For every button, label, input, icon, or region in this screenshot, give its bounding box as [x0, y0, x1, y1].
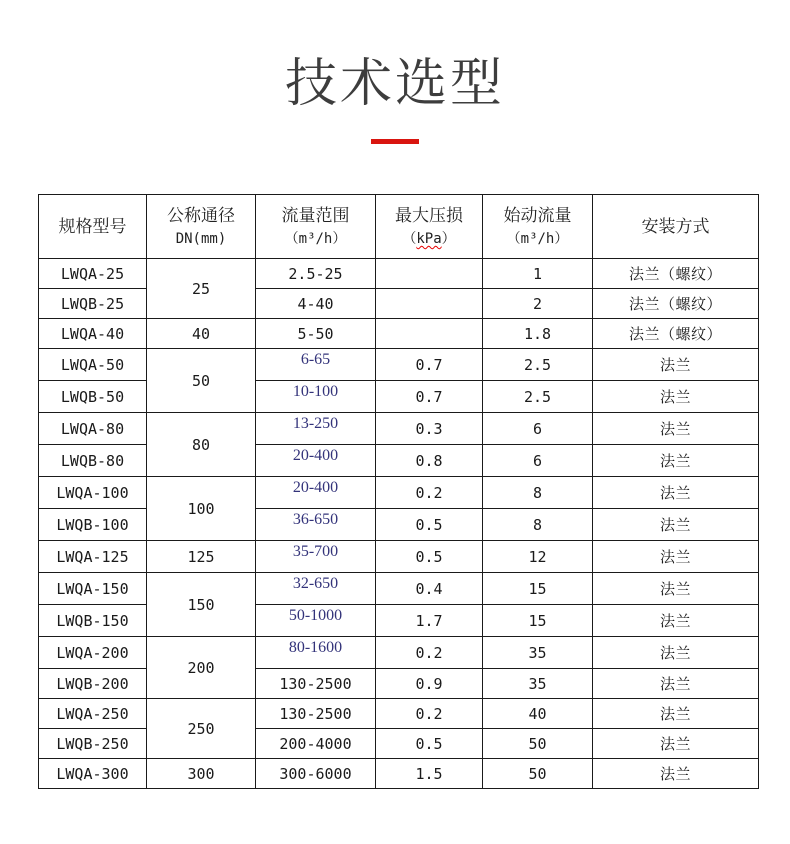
- max-pressure-loss-cell: 0.5: [376, 729, 483, 759]
- spec-table: [38, 194, 759, 789]
- dn-cell: 80: [147, 413, 256, 477]
- model-cell: LWQB-50: [39, 381, 147, 413]
- max-pressure-loss-cell: 0.7: [376, 381, 483, 413]
- max-pressure-loss-cell: 0.2: [376, 699, 483, 729]
- install-method-cell: 法兰: [593, 445, 759, 477]
- max-pressure-loss-cell: 0.3: [376, 413, 483, 445]
- flow-range-cell: 80-1600: [256, 637, 376, 669]
- max-pressure-loss-cell: 0.5: [376, 509, 483, 541]
- max-pressure-loss-cell: 0.5: [376, 541, 483, 573]
- table-row: [39, 637, 759, 669]
- start-flow-cell: 12: [483, 541, 593, 573]
- table-row: [39, 259, 759, 289]
- model-cell: LWQA-100: [39, 477, 147, 509]
- max-pressure-loss-cell: 1.7: [376, 605, 483, 637]
- flow-range-cell: 32-650: [256, 573, 376, 605]
- table-row: [39, 319, 759, 349]
- model-cell: LWQA-125: [39, 541, 147, 573]
- install-method-cell: 法兰: [593, 605, 759, 637]
- table-row: [39, 413, 759, 445]
- model-cell: LWQA-50: [39, 349, 147, 381]
- flow-range-cell: 36-650: [256, 509, 376, 541]
- model-cell: LWQB-150: [39, 605, 147, 637]
- flow-range-cell: 130-2500: [256, 699, 376, 729]
- model-cell: LWQA-40: [39, 319, 147, 349]
- install-method-cell: 法兰: [593, 349, 759, 381]
- install-method-cell: 法兰: [593, 669, 759, 699]
- dn-cell: 100: [147, 477, 256, 541]
- header-label: 公称通径: [167, 206, 235, 226]
- table-row: [39, 699, 759, 729]
- col-header-spec-model: [39, 195, 147, 259]
- table-row: [39, 477, 759, 509]
- flow-range-cell: 6-65: [256, 349, 376, 381]
- max-pressure-loss-cell: 0.2: [376, 637, 483, 669]
- start-flow-cell: 50: [483, 759, 593, 789]
- model-cell: LWQA-150: [39, 573, 147, 605]
- model-cell: LWQA-80: [39, 413, 147, 445]
- start-flow-cell: 1: [483, 259, 593, 289]
- start-flow-cell: 2.5: [483, 349, 593, 381]
- install-method-cell: 法兰: [593, 637, 759, 669]
- flow-range-cell: 13-250: [256, 413, 376, 445]
- max-pressure-loss-cell: 0.4: [376, 573, 483, 605]
- start-flow-cell: 2: [483, 289, 593, 319]
- model-cell: LWQA-25: [39, 259, 147, 289]
- header-label: 始动流量: [503, 206, 572, 226]
- model-cell: LWQA-300: [39, 759, 147, 789]
- header-unit: （m³/h）: [506, 231, 569, 248]
- col-header-nominal-diameter: [147, 195, 256, 259]
- model-cell: LWQB-250: [39, 729, 147, 759]
- flow-range-cell: 5-50: [256, 319, 376, 349]
- col-header-start-flow: [483, 195, 593, 259]
- max-pressure-loss-cell: 0.8: [376, 445, 483, 477]
- start-flow-cell: 35: [483, 669, 593, 699]
- install-method-cell: 法兰: [593, 509, 759, 541]
- flow-range-cell: 200-4000: [256, 729, 376, 759]
- flow-range-cell: 20-400: [256, 445, 376, 477]
- kpa-unit-spellcheck: kPa: [416, 231, 442, 248]
- header-unit: [376, 228, 482, 250]
- flow-range-cell: 35-700: [256, 541, 376, 573]
- install-method-cell: 法兰: [593, 477, 759, 509]
- flow-range-cell: 50-1000: [256, 605, 376, 637]
- dn-cell: 200: [147, 637, 256, 699]
- page-title: 技术选型: [284, 55, 505, 113]
- max-pressure-loss-cell: 0.7: [376, 349, 483, 381]
- dn-cell: 25: [147, 259, 256, 319]
- model-cell: LWQA-200: [39, 637, 147, 669]
- table-row: [39, 759, 759, 789]
- model-cell: LWQB-200: [39, 669, 147, 699]
- start-flow-cell: 15: [483, 573, 593, 605]
- title-underline-bar: [371, 139, 419, 144]
- flow-range-cell: 10-100: [256, 381, 376, 413]
- flow-range-cell: 20-400: [256, 477, 376, 509]
- install-method-cell: 法兰: [593, 413, 759, 445]
- start-flow-cell: 35: [483, 637, 593, 669]
- dn-cell: 150: [147, 573, 256, 637]
- flow-range-cell: 130-2500: [256, 669, 376, 699]
- model-cell: LWQB-25: [39, 289, 147, 319]
- flow-range-cell: 2.5-25: [256, 259, 376, 289]
- dn-cell: 250: [147, 699, 256, 759]
- install-method-cell: 法兰: [593, 573, 759, 605]
- header-label: 规格型号: [58, 217, 127, 237]
- paren-close: ）: [441, 231, 456, 248]
- max-pressure-loss-cell: [376, 319, 483, 349]
- table-row: [39, 541, 759, 573]
- col-header-max-pressure-loss: [376, 195, 483, 259]
- header-label: 流量范围: [281, 206, 350, 226]
- max-pressure-loss-cell: [376, 289, 483, 319]
- start-flow-cell: 8: [483, 509, 593, 541]
- model-cell: LWQA-250: [39, 699, 147, 729]
- header-row: [39, 195, 759, 259]
- start-flow-cell: 15: [483, 605, 593, 637]
- install-method-cell: 法兰（螺纹）: [593, 259, 759, 289]
- start-flow-cell: 8: [483, 477, 593, 509]
- max-pressure-loss-cell: 0.2: [376, 477, 483, 509]
- install-method-cell: 法兰: [593, 759, 759, 789]
- paren-open: （: [402, 231, 417, 248]
- install-method-cell: 法兰（螺纹）: [593, 319, 759, 349]
- max-pressure-loss-cell: 1.5: [376, 759, 483, 789]
- install-method-cell: 法兰: [593, 541, 759, 573]
- table-row: [39, 349, 759, 381]
- dn-cell: 40: [147, 319, 256, 349]
- header-label: 安装方式: [641, 217, 710, 237]
- header-label: 最大压损: [395, 206, 463, 226]
- start-flow-cell: 2.5: [483, 381, 593, 413]
- model-cell: LWQB-80: [39, 445, 147, 477]
- flow-range-cell: 4-40: [256, 289, 376, 319]
- model-cell: LWQB-100: [39, 509, 147, 541]
- install-method-cell: 法兰（螺纹）: [593, 289, 759, 319]
- col-header-flow-range: [256, 195, 376, 259]
- install-method-cell: 法兰: [593, 729, 759, 759]
- start-flow-cell: 50: [483, 729, 593, 759]
- start-flow-cell: 1.8: [483, 319, 593, 349]
- install-method-cell: 法兰: [593, 699, 759, 729]
- install-method-cell: 法兰: [593, 381, 759, 413]
- col-header-install-method: [593, 195, 759, 259]
- header-unit: DN(mm): [175, 231, 227, 248]
- dn-cell: 125: [147, 541, 256, 573]
- table-row: [39, 573, 759, 605]
- start-flow-cell: 6: [483, 445, 593, 477]
- start-flow-cell: 6: [483, 413, 593, 445]
- dn-cell: 50: [147, 349, 256, 413]
- max-pressure-loss-cell: [376, 259, 483, 289]
- flow-range-cell: 300-6000: [256, 759, 376, 789]
- dn-cell: 300: [147, 759, 256, 789]
- header-unit: （m³/h）: [284, 231, 347, 248]
- start-flow-cell: 40: [483, 699, 593, 729]
- max-pressure-loss-cell: 0.9: [376, 669, 483, 699]
- spec-table-body: [39, 259, 759, 789]
